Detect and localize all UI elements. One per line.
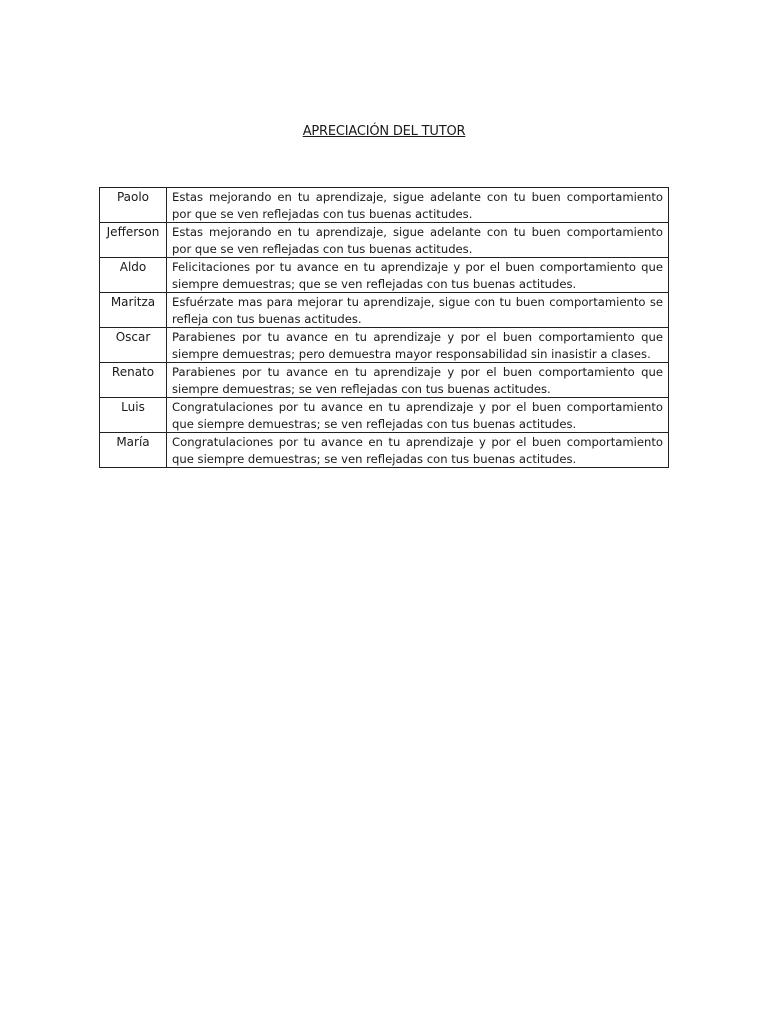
table-row [100,328,669,363]
tutor-comment: Parabienes por tu avance en tu aprendizaje y por el buen comportamiento que siempre demuestras; pero demuestra mayor responsabilidad sin inasistir a clases. [167,328,669,363]
tutor-comment: Felicitaciones por tu avance en tu aprendizaje y por el buen comportamiento que siempre demuestras; que se ven reflejadas con tus buenas actitudes. [167,258,669,293]
student-name: Oscar [100,328,167,363]
table-row [100,363,669,398]
tutor-comment: Estas mejorando en tu aprendizaje, sigue adelante con tu buen comportamiento por que se ven reflejadas con tus buenas actitudes. [167,223,669,258]
page-title: APRECIACIÓN DEL TUTOR [302,124,466,139]
tutor-comment: Congratulaciones por tu avance en tu aprendizaje y por el buen comportamiento que siempre demuestras; se ven reflejadas con tus buenas actitudes. [167,433,669,468]
table-row [100,223,669,258]
table-row [100,188,669,223]
student-name: Paolo [100,188,167,223]
table-row [100,433,669,468]
tutor-comment: Parabienes por tu avance en tu aprendizaje y por el buen comportamiento que siempre demuestras; se ven reflejadas con tus buenas actitudes. [167,363,669,398]
student-name: María [100,433,167,468]
tutor-comment: Esfuérzate mas para mejorar tu aprendizaje, sigue con tu buen comportamiento se refleja con tus buenas actitudes. [167,293,669,328]
student-name: Renato [100,363,167,398]
tutor-comment: Estas mejorando en tu aprendizaje, sigue adelante con tu buen comportamiento por que se ven reflejadas con tus buenas actitudes. [167,188,669,223]
tutor-comment: Congratulaciones por tu avance en tu aprendizaje y por el buen comportamiento que siempre demuestras; se ven reflejadas con tus buenas actitudes. [167,398,669,433]
table-row [100,293,669,328]
student-name: Luis [100,398,167,433]
table-row [100,398,669,433]
tutor-appraisal-table [99,187,669,468]
student-name: Maritza [100,293,167,328]
table-row [100,258,669,293]
student-name: Aldo [100,258,167,293]
student-name: Jefferson [100,223,167,258]
